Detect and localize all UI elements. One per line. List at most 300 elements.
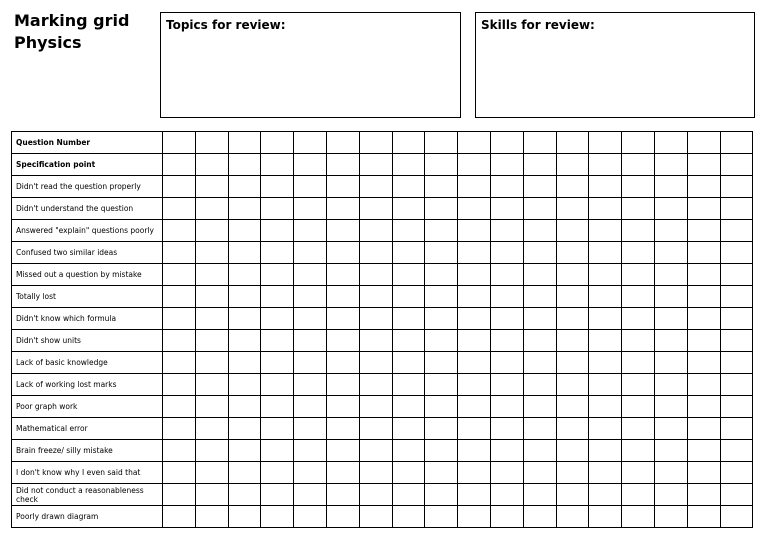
grid-cell[interactable] [556,220,589,242]
grid-cell[interactable] [326,242,359,264]
grid-cell[interactable] [720,132,753,154]
grid-cell[interactable] [687,220,720,242]
grid-cell[interactable] [556,176,589,198]
grid-cell[interactable] [556,132,589,154]
grid-cell[interactable] [622,462,655,484]
grid-cell[interactable] [622,154,655,176]
grid-cell[interactable] [261,418,294,440]
grid-cell[interactable] [622,308,655,330]
grid-cell[interactable] [326,352,359,374]
grid-cell[interactable] [359,176,392,198]
grid-cell[interactable] [392,352,425,374]
grid-cell[interactable] [589,154,622,176]
grid-cell[interactable] [523,352,556,374]
grid-cell[interactable] [654,308,687,330]
grid-cell[interactable] [589,264,622,286]
grid-cell[interactable] [720,352,753,374]
grid-cell[interactable] [326,418,359,440]
grid-cell[interactable] [392,286,425,308]
grid-cell[interactable] [622,176,655,198]
grid-cell[interactable] [163,132,196,154]
grid-cell[interactable] [589,176,622,198]
grid-cell[interactable] [622,440,655,462]
grid-cell[interactable] [687,462,720,484]
grid-cell[interactable] [261,330,294,352]
grid-cell[interactable] [654,220,687,242]
grid-cell[interactable] [392,220,425,242]
grid-cell[interactable] [392,198,425,220]
grid-cell[interactable] [720,198,753,220]
grid-cell[interactable] [228,440,261,462]
grid-cell[interactable] [654,374,687,396]
grid-cell[interactable] [654,352,687,374]
grid-cell[interactable] [359,440,392,462]
grid-cell[interactable] [720,308,753,330]
grid-cell[interactable] [589,132,622,154]
grid-cell[interactable] [425,242,458,264]
grid-cell[interactable] [556,198,589,220]
grid-cell[interactable] [163,330,196,352]
grid-cell[interactable] [294,506,327,528]
grid-cell[interactable] [687,176,720,198]
grid-cell[interactable] [163,440,196,462]
grid-cell[interactable] [589,396,622,418]
grid-cell[interactable] [556,484,589,506]
grid-cell[interactable] [523,154,556,176]
grid-cell[interactable] [687,242,720,264]
grid-cell[interactable] [261,506,294,528]
grid-cell[interactable] [163,198,196,220]
grid-cell[interactable] [425,264,458,286]
grid-cell[interactable] [589,418,622,440]
grid-cell[interactable] [556,330,589,352]
grid-cell[interactable] [589,352,622,374]
grid-cell[interactable] [720,242,753,264]
grid-cell[interactable] [589,462,622,484]
grid-cell[interactable] [359,352,392,374]
grid-cell[interactable] [720,264,753,286]
grid-cell[interactable] [622,220,655,242]
grid-cell[interactable] [490,176,523,198]
grid-cell[interactable] [556,264,589,286]
grid-cell[interactable] [425,484,458,506]
grid-cell[interactable] [556,462,589,484]
grid-cell[interactable] [490,506,523,528]
grid-cell[interactable] [195,176,228,198]
grid-cell[interactable] [687,374,720,396]
grid-cell[interactable] [523,198,556,220]
grid-cell[interactable] [228,308,261,330]
grid-cell[interactable] [294,352,327,374]
grid-cell[interactable] [294,440,327,462]
grid-cell[interactable] [720,286,753,308]
grid-cell[interactable] [687,308,720,330]
grid-cell[interactable] [359,132,392,154]
grid-cell[interactable] [392,396,425,418]
grid-cell[interactable] [458,308,491,330]
grid-cell[interactable] [523,220,556,242]
grid-cell[interactable] [458,264,491,286]
grid-cell[interactable] [359,242,392,264]
grid-cell[interactable] [523,418,556,440]
grid-cell[interactable] [720,220,753,242]
grid-cell[interactable] [294,308,327,330]
grid-cell[interactable] [622,484,655,506]
grid-cell[interactable] [228,396,261,418]
grid-cell[interactable] [359,308,392,330]
grid-cell[interactable] [359,462,392,484]
grid-cell[interactable] [720,176,753,198]
grid-cell[interactable] [490,220,523,242]
grid-cell[interactable] [523,396,556,418]
grid-cell[interactable] [687,132,720,154]
grid-cell[interactable] [392,242,425,264]
grid-cell[interactable] [654,132,687,154]
grid-cell[interactable] [195,242,228,264]
grid-cell[interactable] [458,176,491,198]
grid-cell[interactable] [326,330,359,352]
grid-cell[interactable] [720,374,753,396]
grid-cell[interactable] [556,396,589,418]
grid-cell[interactable] [687,506,720,528]
grid-cell[interactable] [687,396,720,418]
grid-cell[interactable] [458,462,491,484]
grid-cell[interactable] [195,484,228,506]
grid-cell[interactable] [392,374,425,396]
grid-cell[interactable] [589,242,622,264]
grid-cell[interactable] [326,198,359,220]
grid-cell[interactable] [195,330,228,352]
grid-cell[interactable] [490,374,523,396]
grid-cell[interactable] [622,242,655,264]
grid-cell[interactable] [425,308,458,330]
grid-cell[interactable] [294,330,327,352]
grid-cell[interactable] [654,176,687,198]
grid-cell[interactable] [326,484,359,506]
grid-cell[interactable] [425,220,458,242]
grid-cell[interactable] [163,176,196,198]
grid-cell[interactable] [294,374,327,396]
grid-cell[interactable] [326,220,359,242]
grid-cell[interactable] [195,418,228,440]
grid-cell[interactable] [458,440,491,462]
grid-cell[interactable] [622,198,655,220]
grid-cell[interactable] [556,352,589,374]
grid-cell[interactable] [163,286,196,308]
grid-cell[interactable] [556,418,589,440]
grid-cell[interactable] [392,418,425,440]
grid-cell[interactable] [261,484,294,506]
grid-cell[interactable] [589,330,622,352]
grid-cell[interactable] [294,132,327,154]
grid-cell[interactable] [163,308,196,330]
grid-cell[interactable] [687,286,720,308]
grid-cell[interactable] [490,352,523,374]
grid-cell[interactable] [195,308,228,330]
skills-for-review-box[interactable] [475,12,755,118]
grid-cell[interactable] [654,198,687,220]
grid-cell[interactable] [720,418,753,440]
grid-cell[interactable] [458,242,491,264]
grid-cell[interactable] [556,308,589,330]
grid-cell[interactable] [720,396,753,418]
grid-cell[interactable] [392,462,425,484]
grid-cell[interactable] [687,484,720,506]
grid-cell[interactable] [720,154,753,176]
grid-cell[interactable] [261,242,294,264]
grid-cell[interactable] [622,264,655,286]
grid-cell[interactable] [589,308,622,330]
grid-cell[interactable] [425,418,458,440]
grid-cell[interactable] [589,506,622,528]
grid-cell[interactable] [425,396,458,418]
grid-cell[interactable] [163,352,196,374]
grid-cell[interactable] [228,330,261,352]
grid-cell[interactable] [392,440,425,462]
grid-cell[interactable] [523,286,556,308]
grid-cell[interactable] [556,374,589,396]
grid-cell[interactable] [687,352,720,374]
grid-cell[interactable] [425,132,458,154]
grid-cell[interactable] [490,462,523,484]
grid-cell[interactable] [589,374,622,396]
grid-cell[interactable] [589,220,622,242]
grid-cell[interactable] [326,440,359,462]
grid-cell[interactable] [359,418,392,440]
grid-cell[interactable] [261,308,294,330]
grid-cell[interactable] [458,154,491,176]
grid-cell[interactable] [326,506,359,528]
grid-cell[interactable] [261,154,294,176]
grid-cell[interactable] [523,462,556,484]
grid-cell[interactable] [228,462,261,484]
grid-cell[interactable] [425,440,458,462]
grid-cell[interactable] [359,484,392,506]
grid-cell[interactable] [359,396,392,418]
grid-cell[interactable] [195,132,228,154]
grid-cell[interactable] [359,506,392,528]
grid-cell[interactable] [458,286,491,308]
grid-cell[interactable] [687,198,720,220]
grid-cell[interactable] [195,154,228,176]
grid-cell[interactable] [195,352,228,374]
grid-cell[interactable] [228,484,261,506]
grid-cell[interactable] [163,242,196,264]
grid-cell[interactable] [228,506,261,528]
grid-cell[interactable] [425,506,458,528]
grid-cell[interactable] [261,286,294,308]
grid-cell[interactable] [490,484,523,506]
grid-cell[interactable] [425,198,458,220]
grid-cell[interactable] [425,462,458,484]
grid-cell[interactable] [523,264,556,286]
grid-cell[interactable] [261,176,294,198]
grid-cell[interactable] [556,440,589,462]
grid-cell[interactable] [392,308,425,330]
grid-cell[interactable] [523,330,556,352]
topics-for-review-box[interactable] [160,12,461,118]
grid-cell[interactable] [392,154,425,176]
grid-cell[interactable] [163,264,196,286]
grid-cell[interactable] [392,506,425,528]
grid-cell[interactable] [294,396,327,418]
grid-cell[interactable] [163,154,196,176]
grid-cell[interactable] [359,154,392,176]
grid-cell[interactable] [654,330,687,352]
grid-cell[interactable] [359,264,392,286]
grid-cell[interactable] [622,286,655,308]
grid-cell[interactable] [195,396,228,418]
grid-cell[interactable] [163,506,196,528]
grid-cell[interactable] [458,352,491,374]
grid-cell[interactable] [261,220,294,242]
grid-cell[interactable] [458,506,491,528]
grid-cell[interactable] [654,264,687,286]
grid-cell[interactable] [490,418,523,440]
grid-cell[interactable] [261,352,294,374]
grid-cell[interactable] [425,374,458,396]
grid-cell[interactable] [392,330,425,352]
grid-cell[interactable] [195,286,228,308]
grid-cell[interactable] [622,418,655,440]
grid-cell[interactable] [720,484,753,506]
grid-cell[interactable] [622,330,655,352]
grid-cell[interactable] [523,374,556,396]
grid-cell[interactable] [490,242,523,264]
grid-cell[interactable] [326,132,359,154]
grid-cell[interactable] [228,264,261,286]
grid-cell[interactable] [261,396,294,418]
grid-cell[interactable] [523,176,556,198]
grid-cell[interactable] [490,330,523,352]
grid-cell[interactable] [425,154,458,176]
grid-cell[interactable] [392,176,425,198]
grid-cell[interactable] [294,220,327,242]
grid-cell[interactable] [654,440,687,462]
grid-cell[interactable] [163,418,196,440]
grid-cell[interactable] [261,440,294,462]
grid-cell[interactable] [720,330,753,352]
grid-cell[interactable] [589,484,622,506]
grid-cell[interactable] [326,154,359,176]
grid-cell[interactable] [392,264,425,286]
grid-cell[interactable] [163,462,196,484]
grid-cell[interactable] [622,374,655,396]
grid-cell[interactable] [359,330,392,352]
grid-cell[interactable] [720,462,753,484]
grid-cell[interactable] [294,242,327,264]
grid-cell[interactable] [261,198,294,220]
grid-cell[interactable] [326,396,359,418]
grid-cell[interactable] [163,484,196,506]
grid-cell[interactable] [556,242,589,264]
grid-cell[interactable] [654,418,687,440]
grid-cell[interactable] [458,396,491,418]
grid-cell[interactable] [228,242,261,264]
grid-cell[interactable] [195,198,228,220]
grid-cell[interactable] [490,286,523,308]
grid-cell[interactable] [654,506,687,528]
grid-cell[interactable] [523,440,556,462]
grid-cell[interactable] [687,154,720,176]
grid-cell[interactable] [326,462,359,484]
grid-cell[interactable] [195,440,228,462]
grid-cell[interactable] [523,484,556,506]
grid-cell[interactable] [589,198,622,220]
grid-cell[interactable] [326,374,359,396]
grid-cell[interactable] [556,154,589,176]
grid-cell[interactable] [163,374,196,396]
grid-cell[interactable] [458,220,491,242]
grid-cell[interactable] [392,132,425,154]
grid-cell[interactable] [294,154,327,176]
grid-cell[interactable] [195,220,228,242]
grid-cell[interactable] [228,132,261,154]
grid-cell[interactable] [720,440,753,462]
grid-cell[interactable] [523,308,556,330]
grid-cell[interactable] [556,286,589,308]
grid-cell[interactable] [556,506,589,528]
grid-cell[interactable] [326,308,359,330]
grid-cell[interactable] [228,154,261,176]
grid-cell[interactable] [490,264,523,286]
grid-cell[interactable] [326,286,359,308]
grid-cell[interactable] [294,286,327,308]
grid-cell[interactable] [228,418,261,440]
grid-cell[interactable] [228,176,261,198]
grid-cell[interactable] [261,462,294,484]
grid-cell[interactable] [359,374,392,396]
grid-cell[interactable] [720,506,753,528]
grid-cell[interactable] [687,330,720,352]
grid-cell[interactable] [261,132,294,154]
grid-cell[interactable] [654,484,687,506]
grid-cell[interactable] [392,484,425,506]
grid-cell[interactable] [294,462,327,484]
grid-cell[interactable] [523,132,556,154]
grid-cell[interactable] [294,264,327,286]
grid-cell[interactable] [228,374,261,396]
grid-cell[interactable] [490,132,523,154]
grid-cell[interactable] [589,440,622,462]
grid-cell[interactable] [654,154,687,176]
grid-cell[interactable] [654,242,687,264]
grid-cell[interactable] [654,286,687,308]
grid-cell[interactable] [359,286,392,308]
grid-cell[interactable] [687,418,720,440]
grid-cell[interactable] [622,132,655,154]
grid-cell[interactable] [490,154,523,176]
grid-cell[interactable] [425,330,458,352]
grid-cell[interactable] [458,198,491,220]
grid-cell[interactable] [228,198,261,220]
grid-cell[interactable] [523,506,556,528]
grid-cell[interactable] [425,286,458,308]
grid-cell[interactable] [458,484,491,506]
grid-cell[interactable] [458,374,491,396]
grid-cell[interactable] [228,220,261,242]
grid-cell[interactable] [458,132,491,154]
grid-cell[interactable] [687,440,720,462]
grid-cell[interactable] [228,352,261,374]
grid-cell[interactable] [622,396,655,418]
grid-cell[interactable] [359,220,392,242]
grid-cell[interactable] [654,462,687,484]
grid-cell[interactable] [622,352,655,374]
grid-cell[interactable] [458,418,491,440]
grid-cell[interactable] [654,396,687,418]
grid-cell[interactable] [294,484,327,506]
